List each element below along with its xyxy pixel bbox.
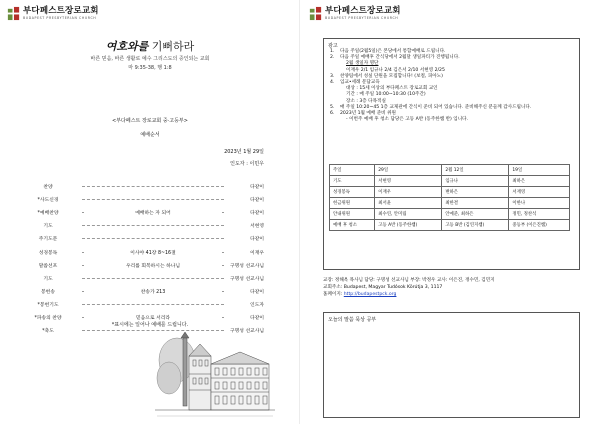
- duty-cell: 예배 후 청소: [330, 220, 375, 231]
- theme-verse: 마 9:35-38, 행 1:8: [128, 65, 172, 71]
- announcement-text: 다음 주일(2월5일)은 본당에서 통합예배로 드립니다.: [340, 49, 446, 54]
- duty-cell: 안내위원: [330, 209, 375, 220]
- announcement-detail-text: 대상 : 15세 이상의 부다페스트 장로교회 교인: [346, 86, 438, 92]
- sermon-notes-box[interactable]: [323, 312, 580, 418]
- order-item-detail-text: 찬송가 213: [140, 289, 166, 295]
- order-item-label: *파송의 찬양: [34, 316, 62, 321]
- order-dotted-leader: [82, 186, 224, 187]
- order-row: [20, 301, 264, 309]
- duty-cell: 중등부 (이은진쌤): [509, 220, 570, 231]
- duty-cell: 최하은: [509, 176, 570, 187]
- announcement-text: 다음 주일 예배후 간식당에서 2월달 생일파티가 진행됩니다.: [340, 55, 460, 61]
- duty-row: [330, 198, 570, 209]
- duty-cell: 서재영: [509, 187, 570, 198]
- announcement-detail-text: 2월 생일자 명단: [346, 61, 379, 67]
- sermon-notes-label: 오늘의 말씀 묵상 공부: [328, 317, 377, 323]
- duty-cell: 고등 A반 (동주한쌤): [375, 220, 442, 231]
- announcement-detail-text: 장소 : 3층 다목적실: [346, 98, 386, 104]
- announcements-title: 광고: [328, 43, 338, 49]
- announcement-item: [330, 55, 575, 61]
- order-item-detail-text: 예배하는 자 되어: [135, 211, 171, 217]
- order-item-label: *축도: [42, 329, 54, 335]
- duty-cell: 서현영: [375, 176, 442, 187]
- contact-info: [323, 278, 495, 298]
- order-item-detail-text: 이사야 41장 8~16절: [130, 250, 176, 256]
- order-item-person: 다같이: [250, 289, 264, 295]
- order-item-person: 다같이: [250, 185, 264, 190]
- duty-roster-table: [329, 164, 570, 231]
- homepage-link[interactable]: http://budapestpck.org: [343, 291, 397, 297]
- duty-cell: 최한결: [442, 198, 509, 209]
- announcement-item: [330, 111, 575, 117]
- order-item-label: *예배찬양: [37, 211, 59, 217]
- order-item-label: 찬양: [43, 185, 53, 190]
- duty-row: [330, 176, 570, 187]
- announcement-detail-text: - 이번주 예배 후 청소 담당은 고등 A반 (동주한쌤 반) 입니다.: [346, 117, 469, 123]
- duty-cell: 안예준, 최하은: [442, 209, 509, 220]
- duty-header-cell: 주일: [330, 165, 375, 176]
- duty-header-cell: 2월 12일: [442, 165, 509, 176]
- church-name-en: BUDAPEST PRESBYTERIAN CHURCH: [325, 16, 399, 20]
- announcement-detail-text: 기간 : 매 주일 10:00~10:30 (10주간): [346, 92, 426, 98]
- announcements-list: [330, 49, 575, 123]
- duty-cell: 헌금위원: [330, 198, 375, 209]
- announcement-number: 1.: [330, 49, 335, 54]
- announcements-box: [323, 38, 580, 270]
- order-item-person: 구명성 선교사님: [230, 263, 264, 269]
- church-logo: [6, 6, 99, 21]
- order-dotted-leader: [82, 238, 224, 239]
- order-row: [20, 183, 264, 191]
- order-item-person: 다같이: [250, 237, 264, 243]
- church-name: 부다페스트장로교회: [23, 6, 99, 16]
- standing-footnote: *표시에는 일어나 예배를 드립니다.: [111, 322, 189, 328]
- announcement-number: 5.: [330, 104, 335, 110]
- order-row: [20, 209, 264, 217]
- duty-row: [330, 220, 570, 231]
- duty-cell: 이재우: [375, 187, 442, 198]
- order-item-detail: [84, 209, 222, 216]
- theme-title-emphasis: 여호와를: [105, 40, 149, 53]
- order-row: [20, 249, 264, 257]
- announcement-number: 2.: [330, 55, 335, 61]
- announcement-text: 2023년 1월 예배 준비 위원: [340, 111, 396, 117]
- homepage-label: 홈페이지:: [323, 291, 344, 297]
- announcement-text: 입교•세례 문답교육: [340, 80, 380, 86]
- church-building-illustration: [155, 330, 275, 420]
- order-item-detail: [84, 314, 222, 321]
- order-item-label: 주기도문: [38, 237, 58, 243]
- church-address: 교회주소: Budapest, Magyar Tudósok Körútja 3, 1117: [323, 284, 443, 290]
- duty-cell: 변하은: [442, 187, 509, 198]
- announcement-detail: [330, 117, 575, 123]
- order-item-detail: [84, 249, 222, 256]
- duty-header-row: [330, 165, 570, 176]
- church-logo-icon: [308, 6, 323, 21]
- church-name: 부다페스트장로교회: [325, 6, 401, 16]
- order-item-person: 서현영: [250, 224, 264, 230]
- order-item-label: 말씀선포: [38, 263, 58, 269]
- order-of-worship-label: 예배순서: [140, 132, 160, 138]
- church-logo-icon: [6, 6, 21, 21]
- order-item-person: 이재우: [250, 250, 264, 256]
- order-item-label: *사도신경: [37, 198, 59, 204]
- theme-subtitle: 바른 믿음, 바른 생활로 예수 그리스도의 증인되는 교회: [90, 56, 210, 62]
- duty-cell: 고등 B반 (김연지쌤): [442, 220, 509, 231]
- duty-cell: 임규나: [442, 176, 509, 187]
- order-item-label: *봉헌기도: [37, 302, 59, 308]
- staff-line: 교장: 정해옥 목사님 담당: 구명성 선교사님 부장: 박정우 교사: 이은진, 정수민, 김민지: [323, 278, 495, 283]
- announcement-detail-text: 이재우 2/1 임규나 2/4 김은서 2/10 서현영 2/25: [346, 67, 445, 73]
- duty-cell: 정민, 정찬석: [509, 209, 570, 220]
- duty-cell: 성경봉독: [330, 187, 375, 198]
- order-row: [20, 288, 264, 296]
- theme-title: [0, 38, 300, 54]
- order-dotted-leader: [82, 304, 224, 305]
- order-item-label: 성경봉독: [38, 250, 58, 256]
- order-item-person: 다같이: [250, 316, 264, 321]
- duty-row: [330, 187, 570, 198]
- order-dotted-leader: [82, 225, 224, 226]
- duty-cell: 최서윤: [375, 198, 442, 209]
- order-row: [20, 235, 264, 243]
- order-dotted-leader: [82, 278, 224, 279]
- announcement-item: [330, 80, 575, 86]
- order-item-detail-text: 우리를 회복하시는 하나님: [125, 263, 181, 269]
- order-item-label: 기도: [43, 224, 53, 230]
- duty-cell: 이한나: [509, 198, 570, 209]
- order-item-label: 봉헌송: [41, 289, 55, 295]
- duty-header-cell: 29일: [375, 165, 442, 176]
- order-item-person: 구명성 선교사님: [230, 329, 264, 335]
- order-row: [20, 262, 264, 270]
- announcement-text: 매 주일 10:20~45 1층 교제관에 간식이 준비 되어 있습니다. 준비해주신 분들께 감사드립니다.: [340, 104, 532, 110]
- order-row: [20, 196, 264, 204]
- duty-row: [330, 209, 570, 220]
- announcement-text: 찬양팀에서 성실 단원을 모집합니다! (보컬, 피아노): [340, 73, 443, 79]
- order-item-detail: [84, 262, 222, 269]
- theme-title-rest: 기뻐하라: [148, 40, 195, 53]
- order-row: [20, 222, 264, 230]
- service-date: 2023년 1월 29일: [224, 149, 264, 155]
- order-item-label: 기도: [43, 276, 53, 282]
- order-row: [20, 275, 264, 283]
- church-logo-right: [308, 6, 401, 21]
- order-item-person: 구명성 선교사님: [230, 276, 264, 282]
- announcement-number: 6.: [330, 111, 335, 117]
- order-item-detail-text: 믿음으로 서리라: [136, 316, 170, 321]
- order-item-person: 다같이: [250, 198, 264, 204]
- duty-cell: 기도: [330, 176, 375, 187]
- order-item-person: 인도자: [250, 302, 264, 308]
- order-item-detail: [84, 288, 222, 295]
- youth-department-label: <부다페스트 장로교회 중·고등부>: [112, 118, 188, 124]
- duty-cell: 최수연, 안미림: [375, 209, 442, 220]
- duty-header-cell: 19일: [509, 165, 570, 176]
- service-leader: 인도자 : 이민우: [230, 161, 264, 167]
- homepage-line: [323, 292, 495, 299]
- announcement-number: 3.: [330, 73, 335, 79]
- church-name-en: BUDAPEST PRESBYTERIAN CHURCH: [23, 16, 97, 20]
- announcement-number: 4.: [330, 80, 335, 86]
- order-dotted-leader: [82, 199, 224, 200]
- order-item-person: 다같이: [250, 211, 264, 217]
